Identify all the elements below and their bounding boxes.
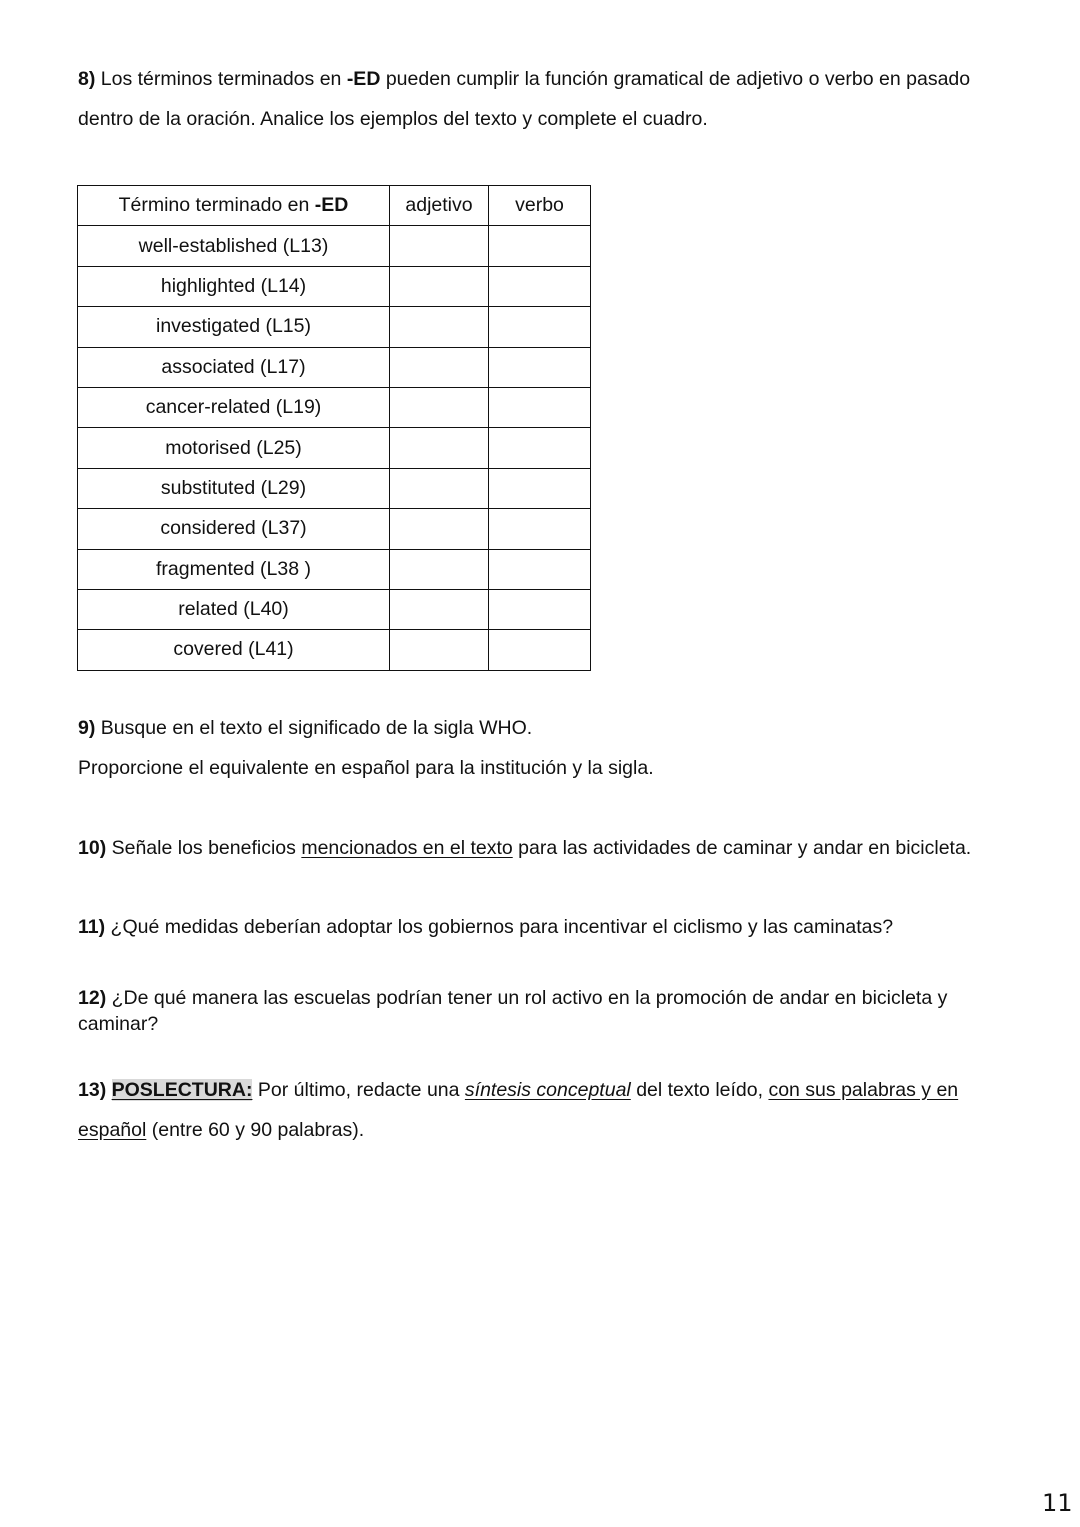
verbo-cell[interactable] bbox=[489, 549, 591, 589]
question-11 bbox=[78, 907, 1008, 947]
table-row bbox=[78, 589, 591, 629]
question-13-number: 13) bbox=[78, 1079, 107, 1101]
verbo-cell[interactable] bbox=[489, 226, 591, 266]
adjetivo-cell[interactable] bbox=[390, 226, 489, 266]
header-ed-suffix: -ED bbox=[314, 194, 349, 217]
verbo-cell[interactable] bbox=[489, 266, 591, 306]
verbo-cell[interactable] bbox=[489, 589, 591, 629]
question-13-underlined-a: con sus palabras y en bbox=[768, 1079, 959, 1101]
adjetivo-cell[interactable] bbox=[390, 347, 489, 387]
term-cell: associated (L17) bbox=[78, 347, 390, 387]
adjetivo-cell[interactable] bbox=[390, 589, 489, 629]
question-12 bbox=[78, 985, 1008, 1037]
header-verbo: verbo bbox=[489, 186, 591, 226]
table-row bbox=[78, 347, 591, 387]
term-cell: considered (L37) bbox=[78, 509, 390, 549]
question-8-text-b: pueden cumplir la función gramatical de adjetivo o verbo en pasado bbox=[385, 68, 971, 90]
adjetivo-cell[interactable] bbox=[390, 509, 489, 549]
verbo-cell[interactable] bbox=[489, 509, 591, 549]
table-row bbox=[78, 428, 591, 468]
term-cell: covered (L41) bbox=[78, 630, 390, 670]
table-row bbox=[78, 468, 591, 508]
table-row bbox=[78, 307, 591, 347]
verbo-cell[interactable] bbox=[489, 428, 591, 468]
table-row bbox=[78, 387, 591, 427]
question-10-text-b: para las actividades de caminar y andar en bicicleta. bbox=[518, 837, 972, 859]
adjetivo-cell[interactable] bbox=[390, 266, 489, 306]
term-cell: substituted (L29) bbox=[78, 468, 390, 508]
question-10-underlined: mencionados en el texto bbox=[301, 837, 513, 859]
question-8-line-2: dentro de la oración. Analice los ejemplos del texto y complete el cuadro. bbox=[78, 108, 708, 130]
table-row bbox=[78, 630, 591, 670]
question-9 bbox=[78, 708, 1008, 788]
adjetivo-cell[interactable] bbox=[390, 428, 489, 468]
verbo-cell[interactable] bbox=[489, 468, 591, 508]
question-12-number: 12) bbox=[78, 987, 107, 1009]
adjetivo-cell[interactable] bbox=[390, 307, 489, 347]
term-cell: cancer-related (L19) bbox=[78, 387, 390, 427]
ed-terms-table bbox=[77, 185, 591, 671]
adjetivo-cell[interactable] bbox=[390, 468, 489, 508]
question-12-line-2: caminar? bbox=[78, 1013, 159, 1035]
question-10-number: 10) bbox=[78, 837, 107, 859]
table-header-row bbox=[78, 186, 591, 226]
question-8-text-a: Los términos terminados en bbox=[100, 68, 342, 90]
adjetivo-cell[interactable] bbox=[390, 549, 489, 589]
question-8-number: 8) bbox=[78, 68, 96, 90]
term-cell: investigated (L15) bbox=[78, 307, 390, 347]
question-10 bbox=[78, 828, 1008, 868]
question-8-ed-suffix: -ED bbox=[346, 68, 381, 90]
term-cell: fragmented (L38 ) bbox=[78, 549, 390, 589]
verbo-cell[interactable] bbox=[489, 387, 591, 427]
header-adjetivo: adjetivo bbox=[390, 186, 489, 226]
term-cell: highlighted (L14) bbox=[78, 266, 390, 306]
question-13 bbox=[78, 1070, 1008, 1150]
question-13-text-a: Por último, redacte una bbox=[257, 1079, 460, 1101]
question-9-text: Busque en el texto el significado de la sigla WHO. bbox=[100, 717, 533, 739]
verbo-cell[interactable] bbox=[489, 630, 591, 670]
question-10-text-a: Señale los beneficios bbox=[111, 837, 296, 859]
poslectura-label: POSLECTURA: bbox=[111, 1079, 253, 1101]
question-13-underlined-b: español bbox=[78, 1119, 147, 1141]
question-9-line-2: Proporcione el equivalente en español para la institución y la sigla. bbox=[78, 757, 654, 779]
term-cell: well-established (L13) bbox=[78, 226, 390, 266]
table-row bbox=[78, 509, 591, 549]
question-13-text-b: del texto leído, bbox=[636, 1079, 764, 1101]
question-11-number: 11) bbox=[78, 916, 106, 938]
adjetivo-cell[interactable] bbox=[390, 630, 489, 670]
table-row bbox=[78, 266, 591, 306]
term-cell: motorised (L25) bbox=[78, 428, 390, 468]
question-12-text: ¿De qué manera las escuelas podrían tener un rol activo en la promoción de andar en bicicleta y bbox=[111, 987, 948, 1009]
header-term bbox=[78, 186, 390, 226]
adjetivo-cell[interactable] bbox=[390, 387, 489, 427]
table-row bbox=[78, 549, 591, 589]
question-13-text-c: (entre 60 y 90 palabras). bbox=[151, 1119, 365, 1141]
term-cell: related (L40) bbox=[78, 589, 390, 629]
question-11-text: ¿Qué medidas deberían adoptar los gobiernos para incentivar el ciclismo y las caminatas? bbox=[110, 916, 894, 938]
page-number: 11 bbox=[1042, 1489, 1073, 1517]
question-13-italic: síntesis conceptual bbox=[464, 1079, 631, 1101]
verbo-cell[interactable] bbox=[489, 347, 591, 387]
header-term-label: Término terminado en bbox=[118, 194, 310, 217]
table-row bbox=[78, 226, 591, 266]
verbo-cell[interactable] bbox=[489, 307, 591, 347]
question-9-number: 9) bbox=[78, 717, 96, 739]
question-8 bbox=[78, 59, 1008, 139]
